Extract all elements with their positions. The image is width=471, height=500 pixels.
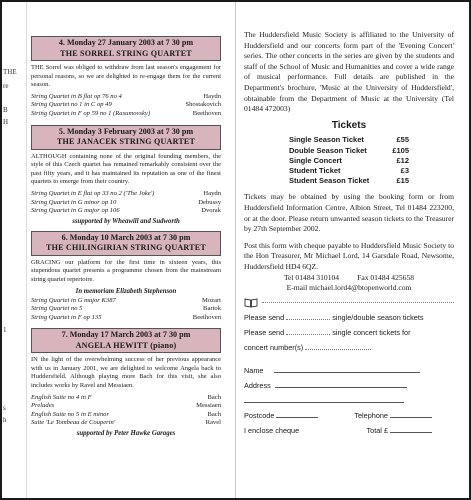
form-label: Address: [244, 380, 271, 390]
form-row-concerts: [244, 340, 454, 355]
concert-header: [31, 328, 221, 353]
form-label: single/double season tickets: [332, 312, 424, 322]
edge-text: re: [3, 82, 9, 90]
ticket-price: £15: [396, 176, 409, 186]
form-label: Name: [244, 365, 264, 375]
ticket-row: [289, 156, 409, 166]
piece-title: String Quartet no 5: [31, 305, 83, 313]
programme-item: [31, 93, 221, 102]
edge-text: 1: [3, 326, 7, 334]
piece-title: String Quartet in B flat op 76 no 4: [31, 92, 122, 100]
concert-7: [31, 328, 221, 437]
form-row-address-2: [244, 393, 454, 408]
postcode-field[interactable]: [276, 410, 318, 418]
ticket-row: [289, 166, 409, 176]
concert-intro: GRACING our platform for the first time in sixteen years, this stupendous quartet presents a programme chosen from the mainstream string quartet repertoire.: [31, 258, 221, 283]
sponsor-note: supported by Peter Hawke Garages: [76, 430, 176, 438]
ticket-price: £12: [396, 155, 409, 165]
fax-number: Fax 01484 425658: [357, 272, 415, 282]
piece-composer: Ravel: [205, 419, 221, 427]
form-label: Total £: [366, 425, 388, 435]
piece-title: Suite 'Le Tombeau de Couperin': [31, 419, 116, 427]
programme-item: [31, 297, 221, 306]
concert-list: [31, 36, 221, 443]
programme-item: [31, 199, 221, 208]
book-icon: [244, 298, 258, 308]
concert-intro: ALTHOUGH containing none of the original founding members, the style of this Czech quartet has remained remarkably consistent over the past fifty years, and it has maintained its reputation as one of the finest quartets to emerge from their country.: [31, 152, 221, 186]
ticket-row: [289, 176, 409, 186]
edge-text: s: [3, 404, 6, 412]
edge-text: H: [3, 118, 9, 126]
info-column: [244, 30, 454, 438]
form-row-name: [244, 363, 454, 378]
ticket-label: Student Season Ticket: [289, 176, 370, 186]
ticket-price: £3: [400, 165, 409, 175]
brochure-page: [2, 2, 469, 498]
piece-composer: Shostakovich: [185, 101, 221, 109]
concert-date: 4. Monday 27 January 2003 at 7 30 pm: [58, 38, 194, 47]
contact-numbers: [244, 273, 454, 284]
form-row-address: [244, 378, 454, 393]
programme-item: [31, 207, 221, 216]
piece-composer: Beethoven: [192, 109, 221, 117]
concert-5: [31, 125, 221, 225]
season-qty-field[interactable]: [286, 312, 330, 320]
concert-numbers-field[interactable]: [305, 342, 371, 350]
concert-date: 6. Monday 10 March 2003 at 7 30 pm: [61, 232, 191, 242]
page-fold: [235, 2, 236, 498]
piece-title: String Quartet in G major K387: [31, 296, 116, 304]
piece-title: String Quartet in F op 135: [31, 313, 102, 321]
form-label: Postcode: [244, 410, 275, 420]
ticket-info: Tickets may be obtained by using the booking form or from Huddersfield Information Centre, Albion Street, Tel 01484 223200, or at the door. Please return unwanted season tickets to the Treasurer by 27th September 2002.: [244, 192, 454, 234]
programme-item: [31, 402, 221, 411]
piece-composer: Bach: [207, 410, 221, 418]
society-info: The Huddersfield Music Society is affiliated to the University of Huddersfield and our concerts form part of the 'Evening Concert' series. The other concerts in the series are given by the students and staff of the School of Music and Humanities and cover a wide range of musical performance. Full details are published in the Department's brochure, 'Music at the University of Huddersfield', obtainable from the Department of Music at the University (Tel 01484 472003): [244, 30, 454, 114]
concert-performer: THE SORREL STRING QUARTET: [60, 48, 192, 58]
piece-composer: Haydn: [203, 189, 221, 197]
concert-intro: THE Sorrel was obliged to withdraw from last season's engagement for personal reasons, so we are delighted to re-engage them for the current season.: [31, 64, 221, 89]
concert-date: 7. Monday 17 March 2003 at 7 30 pm: [61, 330, 191, 340]
form-label: single concert tickets for: [332, 327, 411, 337]
piece-title: English Suite no 4 in F: [31, 393, 92, 401]
piece-composer: Bartok: [203, 305, 221, 313]
ticket-price: £105: [392, 145, 409, 155]
ticket-label: Double Season Ticket: [289, 145, 367, 155]
programme-item: [31, 190, 221, 199]
cut-line: [244, 298, 454, 308]
ticket-row: [289, 135, 409, 145]
ticket-label: Student Ticket: [289, 165, 341, 175]
piece-title: String Quartet no 1 in C op 49: [31, 101, 112, 109]
concert-header: [31, 125, 221, 150]
tel-number: Tel 01484 310104: [283, 272, 340, 282]
form-label: concert number(s): [244, 342, 304, 352]
single-qty-field[interactable]: [286, 327, 330, 335]
piece-title: Preludes: [31, 402, 55, 410]
piece-title: String Quartet in G major op 106: [31, 207, 120, 215]
form-label: I enclose cheque: [244, 425, 300, 435]
concert-date: 5. Monday 3 February 2003 at 7 30 pm: [58, 126, 194, 136]
ticket-price-list: [289, 135, 409, 186]
piece-composer: Beethoven: [192, 313, 221, 321]
programme-item: [31, 101, 221, 110]
concert-performer: ANGELA HEWITT (piano): [75, 340, 177, 350]
form-row-season: [244, 310, 454, 325]
piece-title: English Suite no 5 in E minor: [31, 410, 110, 418]
concert-performer: THE JANACEK STRING QUARTET: [56, 137, 196, 147]
piece-composer: Debussy: [198, 198, 221, 206]
programme-item: [31, 110, 221, 119]
edge-text: B: [3, 106, 8, 114]
form-label: Please send: [244, 312, 285, 322]
sponsor-note: ssupported by Wheawill and Sudworth: [72, 217, 180, 225]
ticket-label: Single Concert: [289, 155, 342, 165]
piece-composer: Haydn: [203, 92, 221, 100]
edge-text: h: [3, 416, 7, 424]
piece-title: String Quartet in E flat op 33 no 2 ('The Joke'): [31, 189, 155, 197]
email-address: E-mail michael.lord4@btopenworld.com: [286, 283, 412, 293]
piece-composer: Bach: [207, 393, 221, 401]
form-row-payment: [244, 423, 432, 438]
address-line-2[interactable]: [244, 395, 404, 403]
programme-item: [31, 411, 221, 420]
total-field[interactable]: [390, 425, 432, 433]
programme-item: [31, 314, 221, 323]
concert-header: [31, 231, 221, 256]
form-row-postcode: [244, 408, 432, 423]
concert-header: [31, 36, 221, 61]
memoriam-note: In memoriam Elizabeth Stephenson: [75, 287, 177, 295]
address-field[interactable]: [275, 380, 407, 388]
edge-text: THE: [3, 68, 17, 76]
concert-intro: IN the light of the overwhelming success of her previous appearance with us in January 2001, we are delighted to welcome Angela back to Huddersfield. Although playing more Bach for this visit, she also includes works by Ravel and Messiaen.: [31, 356, 221, 390]
piece-composer: Messiaen: [196, 402, 221, 410]
piece-title: String Quartet in G minor op 10: [31, 198, 117, 206]
form-row-single: [244, 325, 454, 340]
postal-info: Post this form with cheque payable to Huddersfield Music Society to the Hon Treasurer, Mr Michael Lord, 14 Garsdale Road, Newsome, Huddersfield HD4 6QZ.: [244, 240, 454, 271]
booking-form: [244, 310, 454, 438]
piece-title: String Quartet in F op 59 no 1 (Rasumovsky): [31, 109, 151, 117]
form-label: Telephone: [354, 410, 388, 420]
ticket-label: Single Season Ticket: [289, 135, 364, 145]
piece-composer: Mozart: [201, 296, 221, 304]
programme-item: [31, 394, 221, 403]
ticket-row: [289, 146, 409, 156]
programme-item: [31, 305, 221, 314]
left-page-edge: [2, 2, 27, 498]
piece-composer: Dvorak: [201, 207, 221, 215]
concert-performer: THE CHILINGIRIAN STRING QUARTET: [46, 243, 206, 253]
concert-4: [31, 36, 221, 119]
name-field[interactable]: [274, 365, 420, 373]
tickets-heading: Tickets: [331, 119, 367, 131]
concert-6: [31, 231, 221, 323]
programme-item: [31, 419, 221, 428]
form-label: Please send: [244, 327, 285, 337]
ticket-price: £55: [396, 135, 409, 145]
telephone-field[interactable]: [390, 410, 432, 418]
